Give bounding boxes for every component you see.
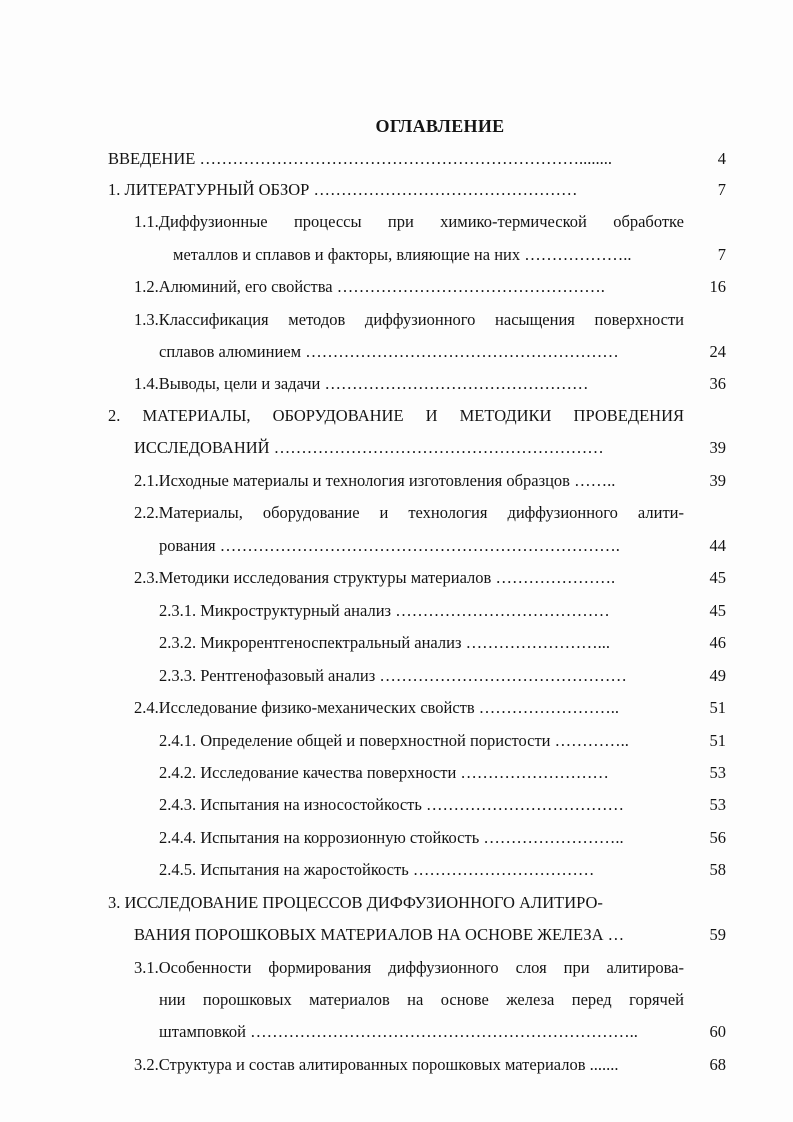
toc-entry-1-1-line2: металлов и сплавов и факторы, влияющие на них ……………….. [173, 245, 632, 264]
toc-page-number: 16 [709, 277, 726, 296]
toc-entry-1-4: 1.4.Выводы, цели и задачи ………………………………………… [134, 374, 589, 393]
toc-page-number: 56 [709, 828, 726, 847]
toc-page-number: 24 [709, 342, 726, 361]
toc-page-number: 45 [709, 568, 726, 587]
toc-entry-1-3-line1: 1.3.Классификация методов диффузионного насыщения поверхности [134, 310, 684, 329]
toc-page-number: 53 [709, 763, 726, 782]
page-title: ОГЛАВЛЕНИЕ [375, 116, 505, 136]
toc-page-number: 51 [709, 731, 726, 750]
toc-entry-1-3-line2: сплавов алюминием ………………………………………………… [159, 342, 619, 361]
toc-entry-chapter-1: 1. ЛИТЕРАТУРНЫЙ ОБЗОР ………………………………………… [108, 180, 578, 199]
toc-page-number: 68 [709, 1055, 726, 1074]
toc-page-number: 7 [717, 180, 726, 199]
toc-entry-2-2-line2: рования ………………………………………………………………. [159, 536, 620, 555]
toc-entry-1-2: 1.2.Алюминий, его свойства …………………………………………. [134, 277, 605, 296]
toc-entry-2-1: 2.1.Исходные материалы и технология изготовления образцов …….. [134, 471, 616, 490]
toc-page-number: 45 [709, 601, 726, 620]
toc-entry-3-1-line1: 3.1.Особенности формирования диффузионного слоя при алитирова- [134, 958, 684, 977]
toc-entry-introduction: ВВЕДЕНИЕ ……………………………………………………………........ [108, 149, 612, 168]
toc-entry-1-1-line1: 1.1.Диффузионные процессы при химико-термической обработке [134, 212, 684, 231]
toc-entry-chapter-2-line2: ИССЛЕДОВАНИЙ …………………………………………………… [134, 438, 604, 457]
toc-entry-2-3-2: 2.3.2. Микрорентгеноспектральный анализ ……………………... [159, 633, 610, 652]
toc-entry-2-4-3: 2.4.3. Испытания на износостойкость ……………………………… [159, 795, 625, 814]
toc-page-number: 59 [709, 925, 726, 944]
toc-entry-2-4-4: 2.4.4. Испытания на коррозионную стойкость …………………….. [159, 828, 624, 847]
toc-page-number: 46 [709, 633, 726, 652]
toc-page-number: 44 [709, 536, 726, 555]
toc-entry-2-3: 2.3.Методики исследования структуры материалов …………………. [134, 568, 616, 587]
toc-entry-2-3-3: 2.3.3. Рентгенофазовый анализ ……………………………………… [159, 666, 627, 685]
toc-page-number: 60 [709, 1022, 726, 1041]
toc-entry-2-4-1: 2.4.1. Определение общей и поверхностной пористости ………….. [159, 731, 629, 750]
toc-entry-2-4: 2.4.Исследование физико-механических свойств …………………….. [134, 698, 620, 717]
toc-entry-chapter-2-line1: 2. МАТЕРИАЛЫ, ОБОРУДОВАНИЕ И МЕТОДИКИ ПРОВЕДЕНИЯ [108, 406, 684, 425]
toc-page-number: 51 [709, 698, 726, 717]
toc-page-number: 49 [709, 666, 726, 685]
toc-entry-3-1-line2: нии порошковых материалов на основе железа перед горячей [159, 990, 684, 1009]
toc-entry-chapter-3-line1: 3. ИССЛЕДОВАНИЕ ПРОЦЕССОВ ДИФФУЗИОННОГО АЛИТИРО- [108, 893, 603, 912]
toc-entry-2-4-5: 2.4.5. Испытания на жаростойкость …………………………… [159, 860, 595, 879]
toc-page-number: 7 [717, 245, 726, 264]
toc-entry-2-4-2: 2.4.2. Исследование качества поверхности ……………………… [159, 763, 609, 782]
toc-entry-3-2: 3.2.Структура и состав алитированных порошковых материалов ....... [134, 1055, 619, 1074]
toc-page-number: 36 [709, 374, 726, 393]
toc-page-number: 39 [709, 471, 726, 490]
toc-page-number: 58 [709, 860, 726, 879]
toc-page-number: 39 [709, 438, 726, 457]
toc-page-number: 53 [709, 795, 726, 814]
toc-entry-chapter-3-line2: ВАНИЯ ПОРОШКОВЫХ МАТЕРИАЛОВ НА ОСНОВЕ ЖЕЛЕЗА … [134, 925, 625, 944]
toc-entry-3-1-line3: штамповкой …………………………………………………………….. [159, 1022, 638, 1041]
toc-page-number: 4 [717, 149, 726, 168]
toc-entry-2-2-line1: 2.2.Материалы, оборудование и технология диффузионного алити- [134, 503, 684, 522]
toc-entry-2-3-1: 2.3.1. Микроструктурный анализ ………………………………… [159, 601, 610, 620]
